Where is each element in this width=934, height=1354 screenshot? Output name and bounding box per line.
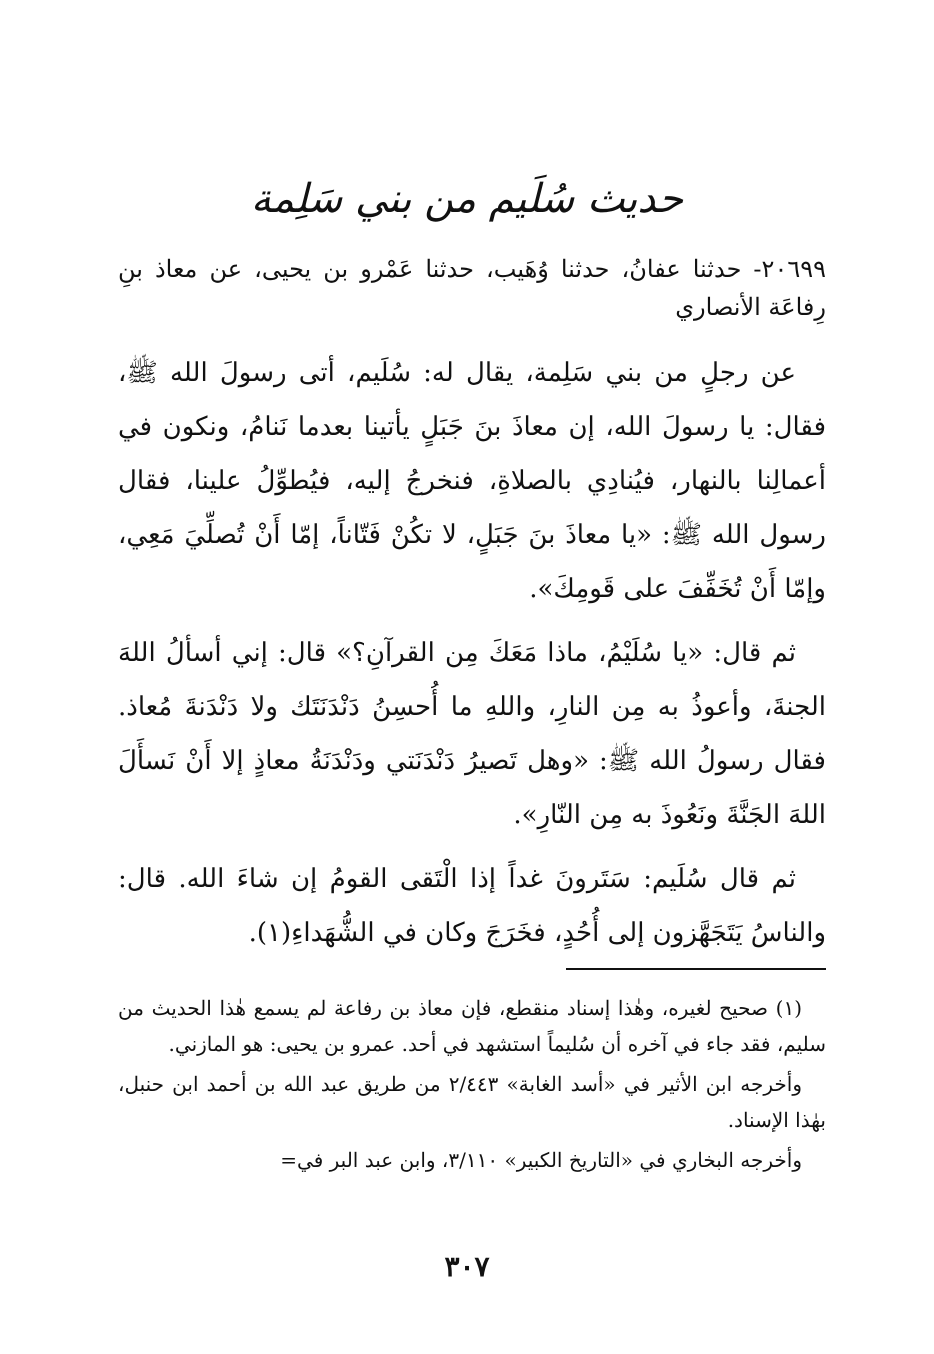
footnote-2: وأخرجه ابن الأثير في «أسد الغابة» ٢/٤٤٣ من طريق عبد الله بن أحمد ابن حنبل، بهٰذا الإسناد. [118,1072,826,1132]
hadith-text-paragraph-2: ثم قال: «يا سُلَيْمُ، ماذا مَعَكَ مِن القرآنِ؟» قال: إني أسألُ اللهَ الجنةَ، وأعوذُ به مِن النارِ، واللهِ ما أُحسِنُ دَنْدَنَتَك ولا دَنْدَنةَ مُعاذ. فقال رسولُ الله ﷺ: «وهل تَصيرُ دَنْدَنَتي ودَنْدَنَةُ معاذٍ إلا أَنْ نَسأَلَ اللهَ الجَنَّةَ ونَعُوذَ به مِن النّارِ». [118,638,826,830]
footnotes [118,990,826,1182]
footnote-divider [566,968,826,970]
hadith-text-paragraph-3: ثم قال سُلَيم: سَتَرونَ غداً إذا الْتَقى القومُ إن شاءَ الله. قال: والناسُ يَتَجَهَّزون إلى أُحُدٍ، فخَرَجَ وكان في الشُّهَداءِ(١). [118,864,826,948]
footnote-1: (١) صحيح لغيره، وهٰذا إسناد منقطع، فإن معاذ بن رفاعة لم يسمع هٰذا الحديث من سليم، فقد جاء في آخره أن سُليماً استشهد في أحد. عمرو بن يحيى: هو المازني. [118,996,826,1056]
hadith-isnad-paragraph: ٢٠٦٩٩- حدثنا عفانُ، حدثنا وُهَيب، حدثنا عَمْرو بن يحيى، عن معاذ بنِ رِفاعَة الأنصاري [118,255,826,321]
hadith-text-paragraph-1: عن رجلٍ من بني سَلِمة، يقال له: سُلَيم، أتى رسولَ الله ﷺ، فقال: يا رسولَ الله، إن معاذَ بنَ جَبَلٍ يأتينا بعدما نَنامُ، ونكون في أعمالِنا بالنهار، فيُنادِي بالصلاةِ، فنخرجُ إليه، فيُطوِّلُ علينا، فقال رسول الله ﷺ: «يا معاذَ بنَ جَبَلٍ، لا تكُنْ فَتّاناً، إمّا أَنْ تُصلِّيَ مَعِي، وإمّا أَنْ تُخَفِّفَ على قَومِكَ». [118,358,826,604]
footnote-3: وأخرجه البخاري في «التاريخ الكبير» ٣/١١٠، وابن عبد البر في= [280,1148,802,1172]
page-number: ٣٠٧ [444,1250,490,1283]
chapter-heading: حديث سُلَيم من بني سَلِمة [250,176,684,222]
